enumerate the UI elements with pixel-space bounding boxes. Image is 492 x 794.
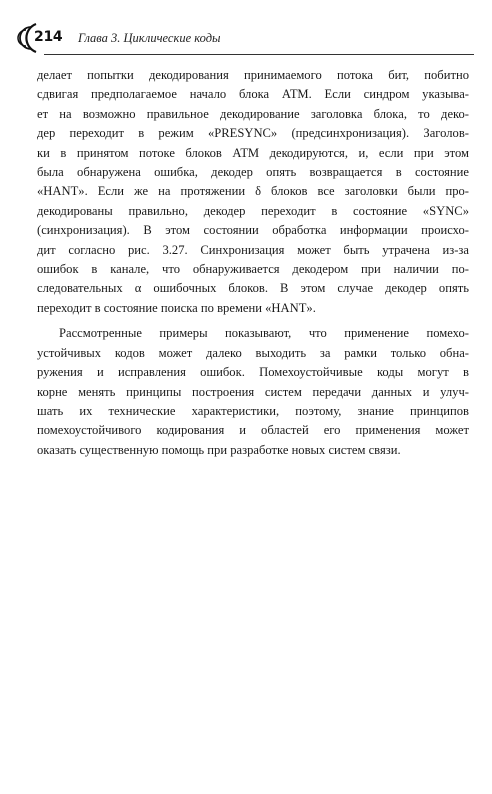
text-line: следовательных α ошибочных блоков. В этом случае декодер опять xyxy=(37,281,469,296)
text-line: ки в принятом потоке блоков АТМ декодируются, и, если при этом xyxy=(37,145,469,160)
page-number-badge xyxy=(14,20,70,56)
text-line: «HANT». Если же на протяжении δ блоков все заголовки были про- xyxy=(37,184,469,199)
text-line: ет на возможно правильное декодирование заголовка блока, то деко- xyxy=(37,106,469,121)
running-head: Глава 3. Циклические коды xyxy=(78,31,221,45)
text-line: сдвигая предполагаемое начало блока АТМ. Если синдром указыва- xyxy=(37,87,469,102)
paragraph-1 xyxy=(37,66,469,318)
text-line: корне менять принципы построения систем передачи данных и улуч- xyxy=(37,384,469,399)
text-line: делает попытки декодирования принимаемого потока бит, побитно xyxy=(37,68,469,82)
page-header xyxy=(14,20,474,56)
text-line: переходит в состояние поиска по времени «HANT». xyxy=(37,300,316,315)
text-line: ружения и исправления ошибок. Помехоустойчивые коды могут в xyxy=(37,365,469,380)
text-line: дит согласно рис. 3.27. Синхронизация может быть утрачена из-за xyxy=(37,242,469,257)
text-line: декодированы правильно, декодер переходит в состояние «SYNC» xyxy=(37,203,469,218)
page-body xyxy=(37,66,469,460)
text-line: устойчивых кодов может далеко выходить за рамки только обна- xyxy=(37,345,469,360)
text-line: (синхронизация). В этом состоянии обработка информации происхо- xyxy=(37,223,469,238)
text-line: была обнаружена ошибка, декодер опять возвращается в состояние xyxy=(37,165,469,180)
text-line: шать их технические характеристики, поэтому, знание принципов xyxy=(37,403,469,418)
header-rule xyxy=(44,54,474,55)
text-line: Рассмотренные примеры показывают, что применение помехо- xyxy=(59,326,469,341)
text-line: дер переходит в режим «PRESYNC» (предсинхронизация). Заголов- xyxy=(37,126,469,141)
text-line: ошибок в канале, что обнаруживается декодером при наличии по- xyxy=(37,262,469,277)
paragraph-2 xyxy=(37,324,469,460)
text-line: помехоустойчивого кодирования и областей его применения может xyxy=(37,423,469,438)
text-line: оказать существенную помощь при разработке новых систем связи. xyxy=(37,442,401,457)
page-number: 214 xyxy=(34,29,63,45)
